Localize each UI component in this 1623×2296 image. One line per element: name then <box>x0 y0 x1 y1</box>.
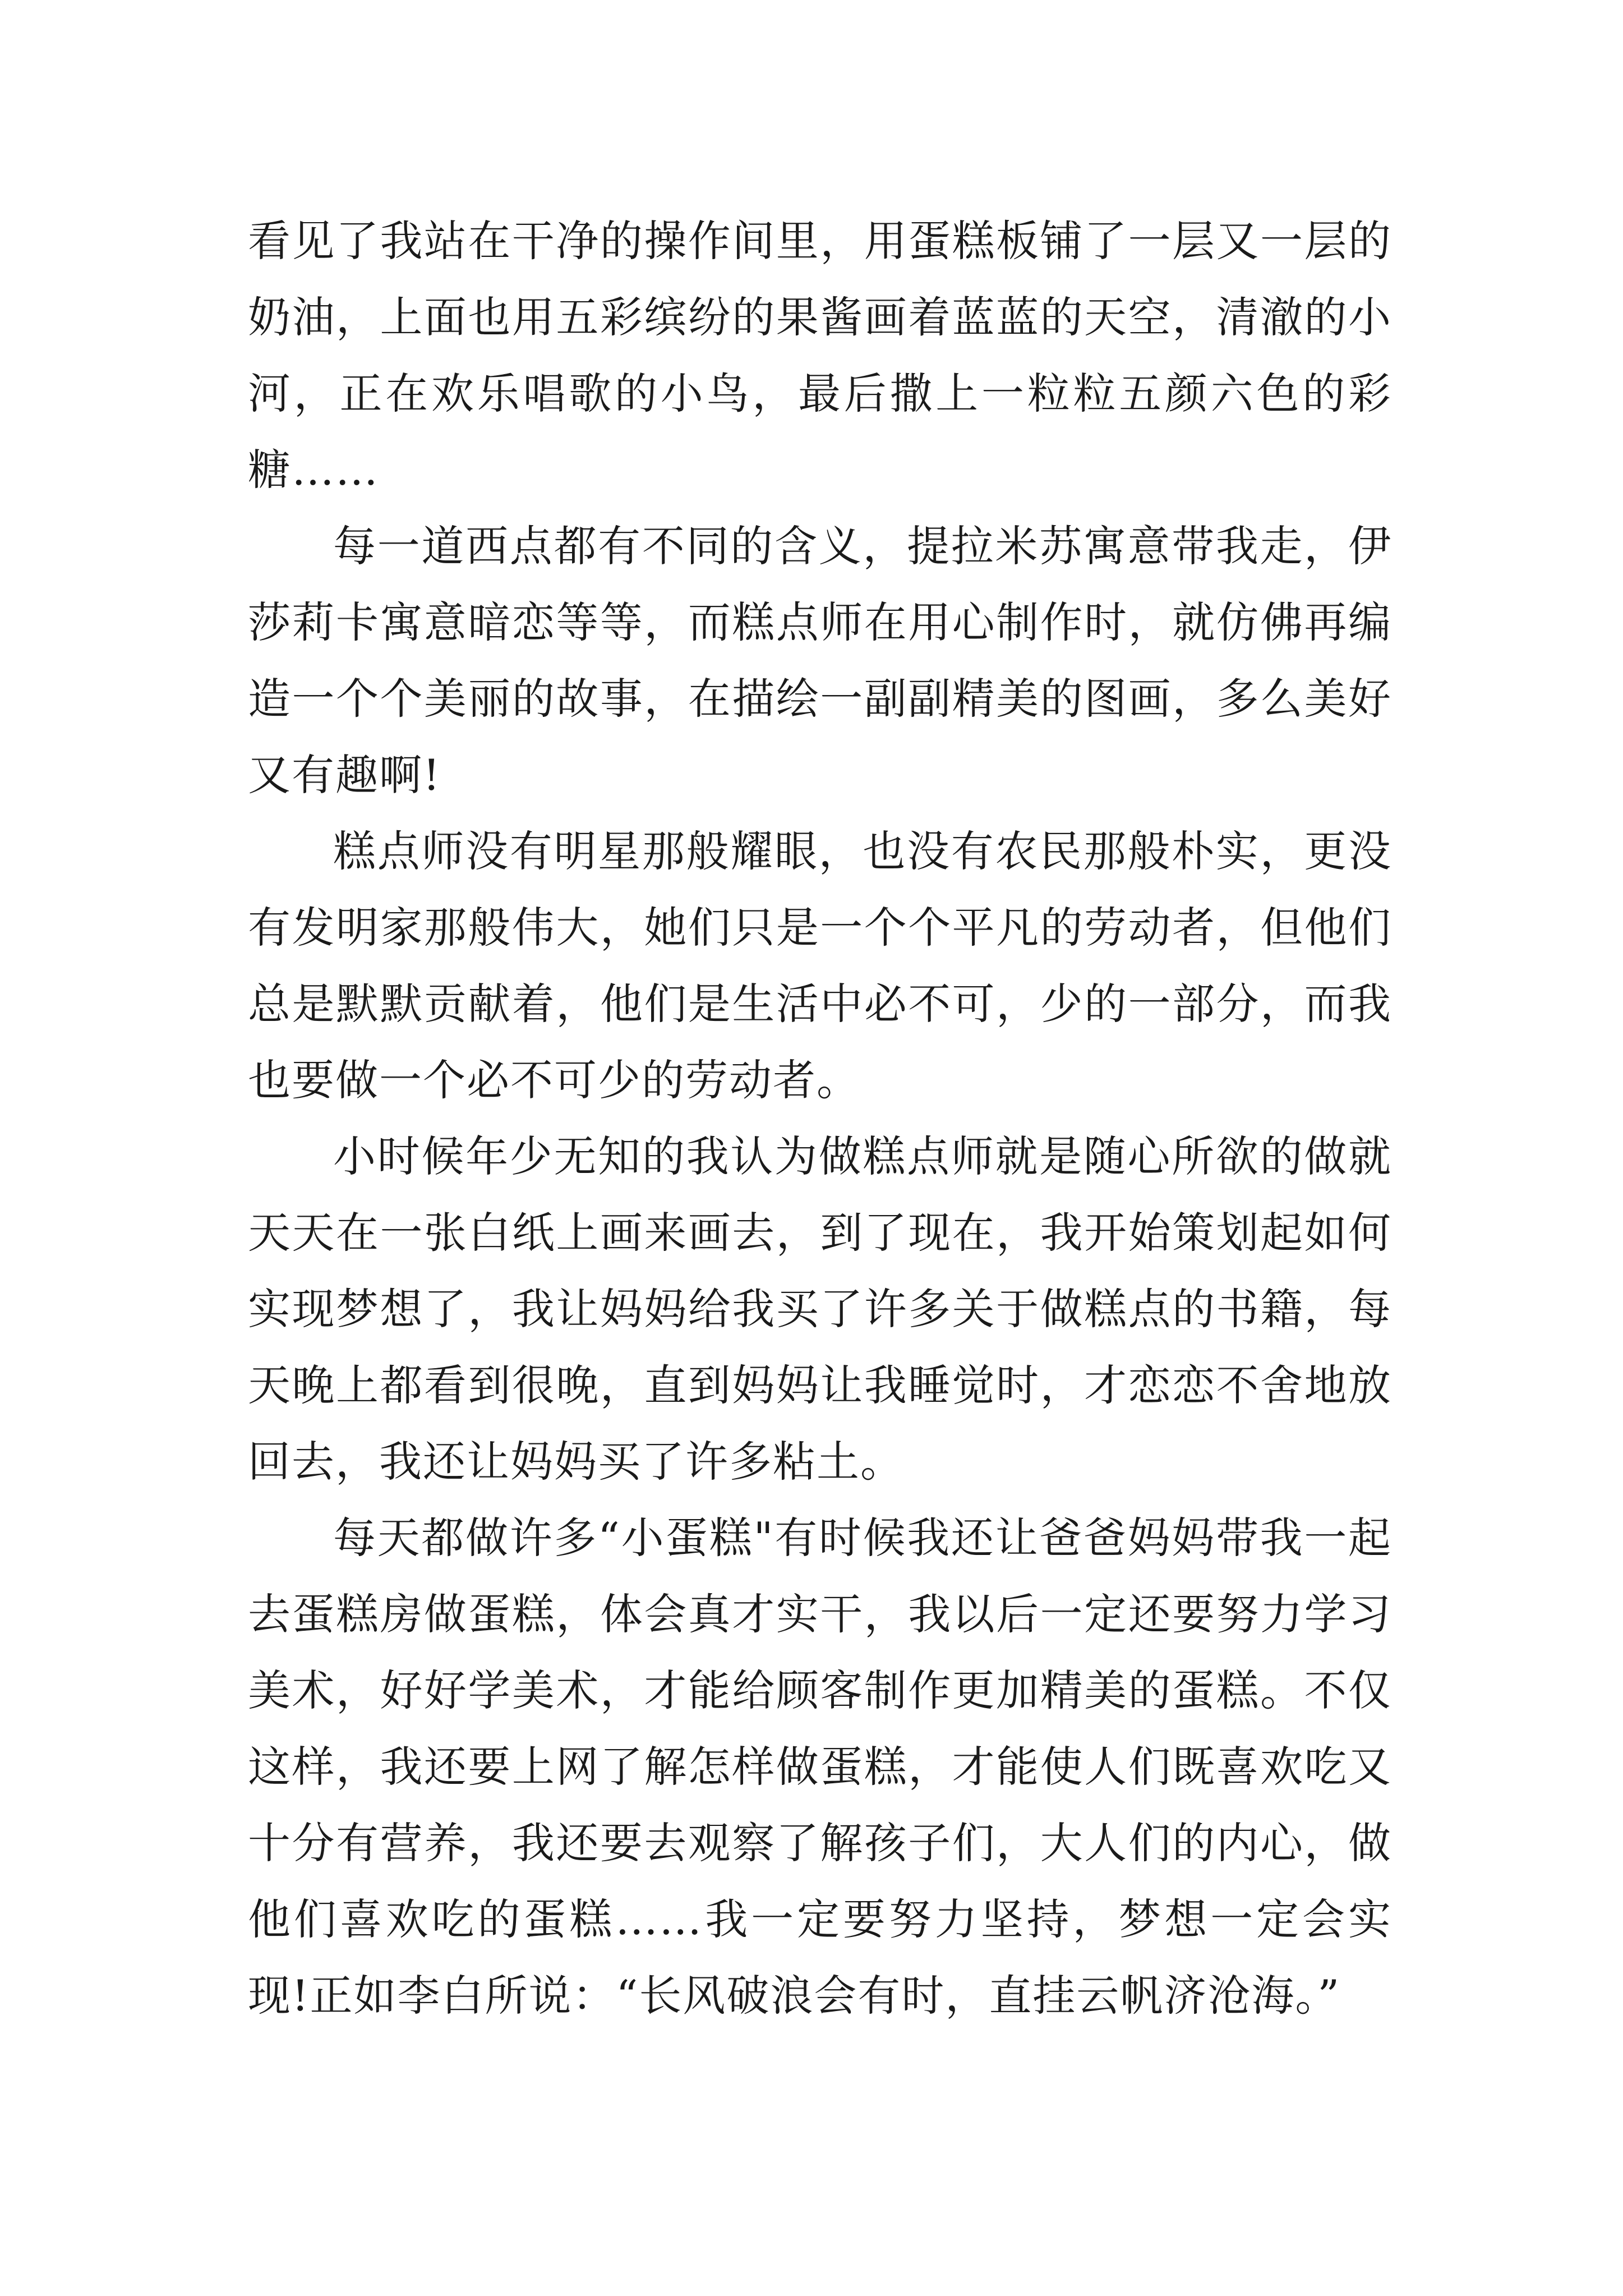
paragraph-1: 看见了我站在干净的操作间里，用蛋糕板铺了一层又一层的奶油，上面也用五彩缤纷的果酱画着蓝蓝的天空，清澈的小河，正在欢乐唱歌的小鸟，最后撒上一粒粒五颜六色的彩糖…… <box>248 216 1392 495</box>
paragraph-3: 糕点师没有明星那般耀眼，也没有农民那般朴实，更没有发明家那般伟大，她们只是一个个平凡的劳动者，但他们总是默默贡献着，他们是生活中必不可，少的一部分，而我也要做一个必不可少的劳动者。 <box>248 826 1392 1105</box>
paragraph-4: 小时候年少无知的我认为做糕点师就是随心所欲的做就天天在一张白纸上画来画去，到了现在，我开始策划起如何实现梦想了，我让妈妈给我买了许多关于做糕点的书籍，每天晚上都看到很晚，直到妈妈让我睡觉时，才恋恋不舍地放回去，我还让妈妈买了许多粘土。 <box>248 1131 1392 1487</box>
paragraph-5: 每天都做许多“小蛋糕"有时候我还让爸爸妈妈带我一起去蛋糕房做蛋糕，体会真才实干，我以后一定还要努力学习美术，好好学美术，才能给顾客制作更加精美的蛋糕。不仅这样，我还要上网了解怎样做蛋糕，才能使人们既喜欢吃又十分有营养，我还要去观察了解孩子们，大人们的内心，做他们喜欢吃的蛋糕……我一定要努力坚持，梦想一定会实现!正如李白所说：“长风破浪会有时，直挂云帆济沧海。” <box>248 1513 1392 2021</box>
document-body <box>248 203 1392 2034</box>
paragraph-2: 每一道西点都有不同的含义，提拉米苏寓意带我走，伊莎莉卡寓意暗恋等等，而糕点师在用心制作时，就仿佛再编造一个个美丽的故事，在描绘一副副精美的图画，多么美好又有趣啊! <box>248 521 1392 800</box>
